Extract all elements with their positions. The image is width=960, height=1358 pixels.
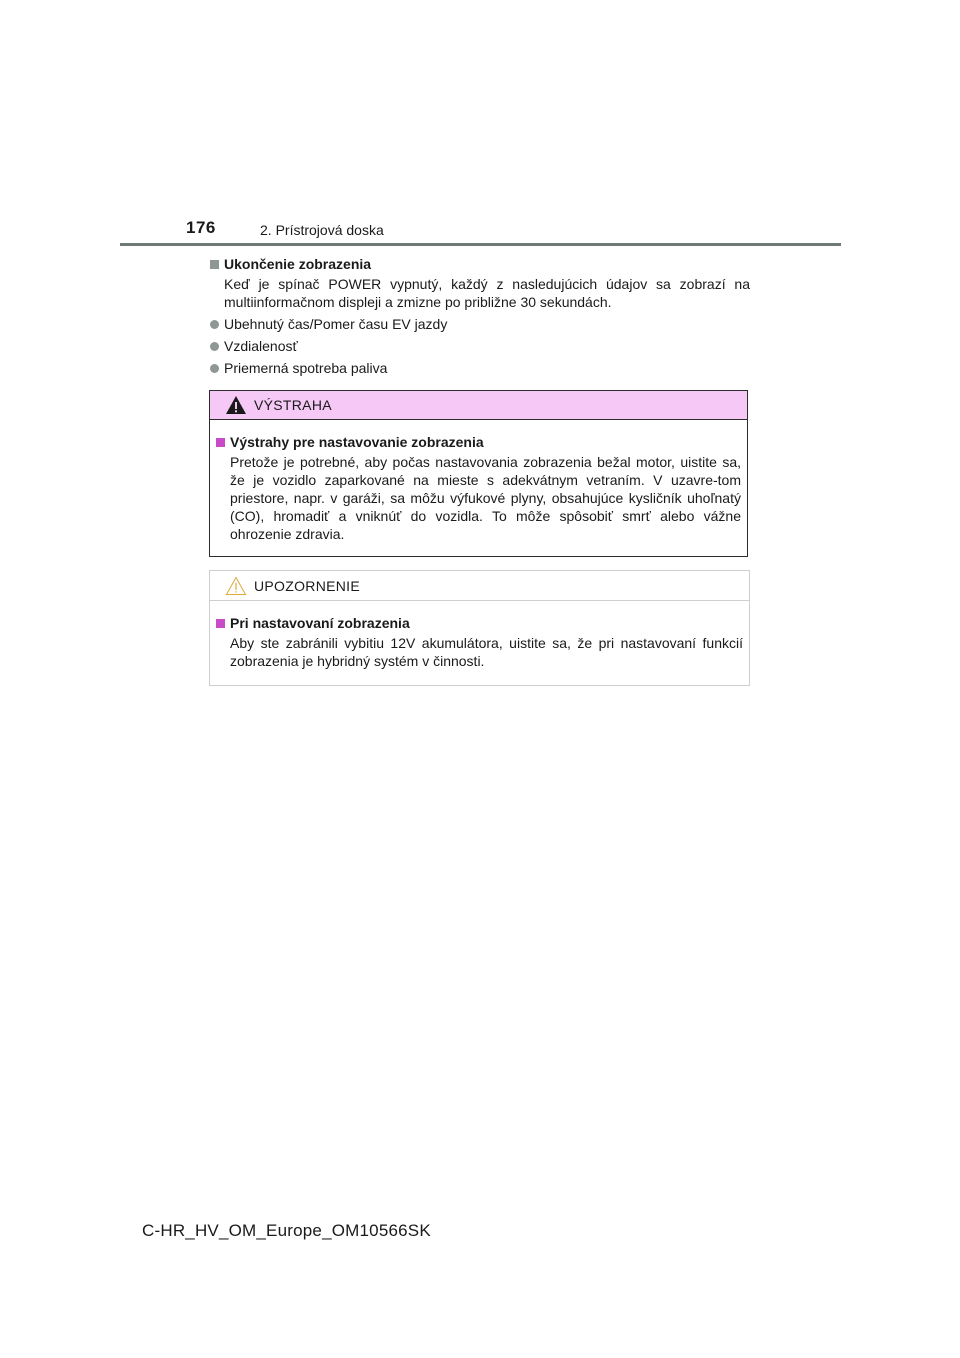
circle-bullet-icon (210, 320, 219, 329)
square-bullet-icon (210, 260, 219, 269)
circle-bullet-icon (210, 364, 219, 373)
square-bullet-icon (216, 438, 225, 447)
notice-body (210, 601, 749, 670)
section-title: 2. Prístrojová doska (260, 222, 384, 238)
warning-box (209, 390, 748, 557)
main-heading (210, 255, 750, 273)
notice-header (210, 571, 749, 601)
warning-heading-text: Výstrahy pre nastavovanie zobrazenia (230, 434, 484, 450)
notice-text: Aby ste zabránili vybitiu 12V akumulátora, uistite sa, že pri nastavovaní funkcií zobrazenia je hybridný systém v činnosti. (230, 635, 743, 669)
notice-heading-text: Pri nastavovaní zobrazenia (230, 615, 410, 631)
list-item-text: Vzdialenosť (224, 338, 298, 354)
circle-bullet-icon (210, 342, 219, 351)
header-rule (120, 243, 841, 246)
list-item (210, 337, 750, 355)
list-item (210, 315, 750, 333)
notice-box (209, 570, 750, 686)
warning-text: Pretože je potrebné, aby počas nastavovania zobrazenia bežal motor, uistite sa, že je vozidlo zaparkované na mieste s adekvátnym vetraním. V uzavre-tom priestore, napr. v garáži, sa môžu výfukové plyny, obsahujúce kysličník uhoľnatý (CO), hromadiť a vniknúť do vozidla. To môže spôsobiť smrť alebo vážne ohrozenie zdravia. (230, 454, 741, 542)
warning-heading (216, 433, 741, 451)
notice-label: UPOZORNENIE (254, 577, 360, 594)
square-bullet-icon (216, 619, 225, 628)
document-code: C-HR_HV_OM_Europe_OM10566SK (142, 1221, 431, 1240)
page-number: 176 (186, 218, 216, 237)
list-item-text: Priemerná spotreba paliva (224, 360, 388, 376)
list-item (210, 359, 750, 377)
list-item-text: Ubehnutý čas/Pomer času EV jazdy (224, 316, 448, 332)
notice-heading (216, 614, 743, 632)
warning-body (210, 420, 747, 543)
main-content (210, 255, 750, 377)
warning-header (210, 391, 747, 420)
main-heading-text: Ukončenie zobrazenia (224, 256, 372, 272)
display-items-list (210, 315, 750, 377)
caution-triangle-icon (225, 576, 247, 596)
main-paragraph: Keď je spínač POWER vypnutý, každý z nasledujúcich údajov sa zobrazí na multiinformačnom displeji a zmizne po približne 30 sekundách. (224, 276, 750, 310)
warning-label: VÝSTRAHA (254, 397, 332, 413)
warning-triangle-icon (225, 395, 247, 415)
